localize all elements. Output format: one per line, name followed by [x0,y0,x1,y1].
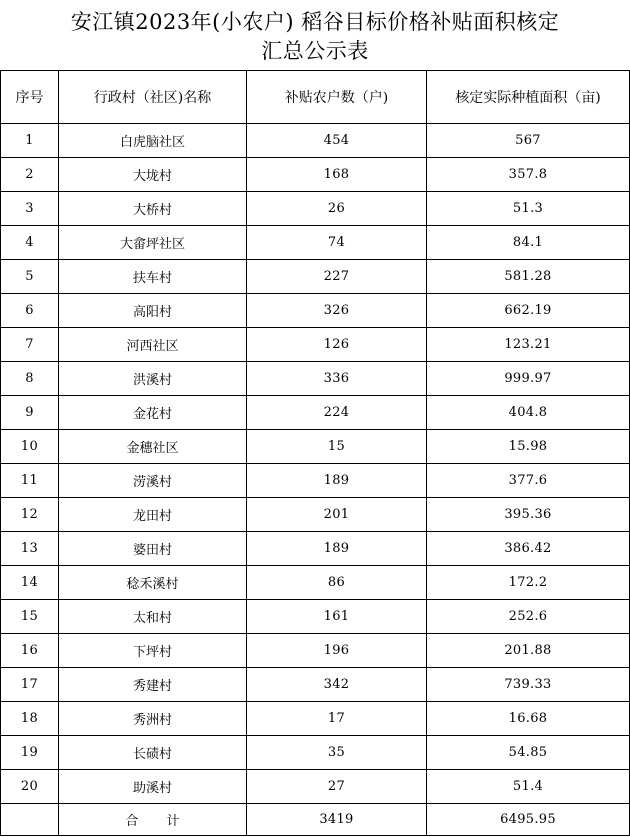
total-households: 3419 [247,804,427,836]
table-row [1,498,630,532]
table-body [1,124,630,804]
table-row [1,192,630,226]
row-area: 84.1 [427,226,630,260]
row-village: 大桥村 [59,192,247,226]
row-area: 123.21 [427,328,630,362]
table-row [1,600,630,634]
table-row [1,566,630,600]
row-seq: 8 [1,362,59,396]
row-village: 洪溪村 [59,362,247,396]
row-seq: 14 [1,566,59,600]
row-area: 377.6 [427,464,630,498]
table-row [1,328,630,362]
row-area: 51.3 [427,192,630,226]
table-row [1,736,630,770]
row-area: 581.28 [427,260,630,294]
row-village: 婆田村 [59,532,247,566]
row-households: 189 [247,464,427,498]
row-households: 201 [247,498,427,532]
row-area: 739.33 [427,668,630,702]
row-households: 227 [247,260,427,294]
row-area: 54.85 [427,736,630,770]
row-village: 稔禾溪村 [59,566,247,600]
subsidy-summary-table [0,70,630,836]
row-village: 助溪村 [59,770,247,804]
row-seq: 20 [1,770,59,804]
table-row [1,702,630,736]
row-village: 龙田村 [59,498,247,532]
row-households: 161 [247,600,427,634]
row-households: 189 [247,532,427,566]
row-households: 126 [247,328,427,362]
table-row [1,158,630,192]
row-households: 342 [247,668,427,702]
table-row [1,362,630,396]
total-seq-cell [1,804,59,836]
title-line-2: 汇总公示表 [261,39,369,63]
row-seq: 3 [1,192,59,226]
row-seq: 6 [1,294,59,328]
row-area: 999.97 [427,362,630,396]
row-village: 大畲坪社区 [59,226,247,260]
row-seq: 18 [1,702,59,736]
table-row [1,226,630,260]
total-row [1,804,630,836]
table-row [1,668,630,702]
row-area: 662.19 [427,294,630,328]
row-village: 太和村 [59,600,247,634]
row-village: 大垅村 [59,158,247,192]
table-row [1,430,630,464]
header-seq: 序号 [1,71,59,124]
row-village: 高阳村 [59,294,247,328]
row-seq: 4 [1,226,59,260]
row-area: 172.2 [427,566,630,600]
row-seq: 15 [1,600,59,634]
table-header [1,71,630,124]
row-households: 196 [247,634,427,668]
row-households: 17 [247,702,427,736]
row-village: 下坪村 [59,634,247,668]
header-households: 补贴农户数（户) [247,71,427,124]
row-area: 15.98 [427,430,630,464]
row-area: 201.88 [427,634,630,668]
row-households: 15 [247,430,427,464]
table-row [1,634,630,668]
header-area: 核定实际种植面积（亩) [427,71,630,124]
table-row [1,396,630,430]
row-area: 51.4 [427,770,630,804]
row-households: 454 [247,124,427,158]
row-area: 16.68 [427,702,630,736]
header-village: 行政村（社区)名称 [59,71,247,124]
row-seq: 5 [1,260,59,294]
row-seq: 2 [1,158,59,192]
row-area: 567 [427,124,630,158]
header-row [1,71,630,124]
row-seq: 1 [1,124,59,158]
row-area: 386.42 [427,532,630,566]
table-row [1,532,630,566]
row-village: 秀洲村 [59,702,247,736]
row-village: 秀建村 [59,668,247,702]
row-households: 27 [247,770,427,804]
row-seq: 19 [1,736,59,770]
row-area: 404.8 [427,396,630,430]
table-footer [1,804,630,836]
row-households: 26 [247,192,427,226]
row-village: 金穗社区 [59,430,247,464]
row-households: 336 [247,362,427,396]
row-households: 326 [247,294,427,328]
row-households: 168 [247,158,427,192]
row-households: 224 [247,396,427,430]
row-seq: 17 [1,668,59,702]
table-row [1,124,630,158]
row-village: 扶车村 [59,260,247,294]
row-village: 金花村 [59,396,247,430]
total-label: 合 计 [59,804,247,836]
row-seq: 13 [1,532,59,566]
row-village: 涝溪村 [59,464,247,498]
table-row [1,464,630,498]
row-households: 86 [247,566,427,600]
row-seq: 9 [1,396,59,430]
row-area: 357.8 [427,158,630,192]
row-seq: 12 [1,498,59,532]
row-seq: 10 [1,430,59,464]
row-village: 长碛村 [59,736,247,770]
row-area: 395.36 [427,498,630,532]
title-line-1: 安江镇2023年(小农户) 稻谷目标价格补贴面积核定 [70,10,560,34]
table-row [1,294,630,328]
table-row [1,260,630,294]
row-seq: 11 [1,464,59,498]
row-area: 252.6 [427,600,630,634]
row-households: 74 [247,226,427,260]
row-village: 白虎脑社区 [59,124,247,158]
row-seq: 7 [1,328,59,362]
row-village: 河西社区 [59,328,247,362]
row-seq: 16 [1,634,59,668]
table-row [1,770,630,804]
document-title [0,0,630,70]
total-area: 6495.95 [427,804,630,836]
row-households: 35 [247,736,427,770]
